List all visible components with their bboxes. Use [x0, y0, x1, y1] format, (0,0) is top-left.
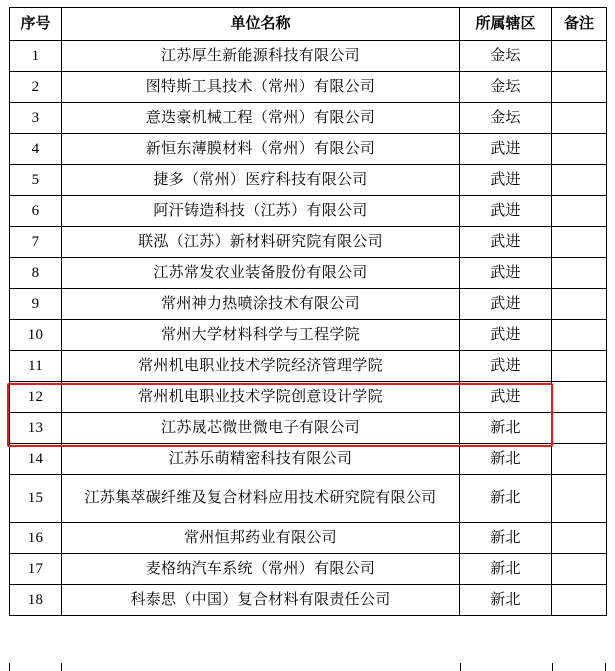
cell-unit-name: 常州机电职业技术学院经济管理学院 [62, 351, 460, 382]
cell-district: 新北 [460, 444, 552, 475]
cell-remark [552, 134, 607, 165]
table-row [10, 382, 607, 413]
table-row [10, 351, 607, 382]
cell-unit-name: 江苏晟芯微世微电子有限公司 [62, 413, 460, 444]
cell-index: 9 [10, 289, 62, 320]
cell-remark [552, 413, 607, 444]
table-header-row [10, 8, 607, 41]
cell-district: 武进 [460, 382, 552, 413]
document-page [0, 7, 615, 671]
cell-remark [552, 523, 607, 554]
cell-unit-name: 联泓（江苏）新材料研究院有限公司 [62, 227, 460, 258]
cell-unit-name: 江苏厚生新能源科技有限公司 [62, 41, 460, 72]
table-row-partial-cutoff [9, 663, 606, 671]
table-row [10, 41, 607, 72]
table-row [10, 196, 607, 227]
cell-index: 12 [10, 382, 62, 413]
cell-unit-name: 阿汗铸造科技（江苏）有限公司 [62, 196, 460, 227]
cell-index: 2 [10, 72, 62, 103]
cell-remark [552, 103, 607, 134]
table-row [10, 320, 607, 351]
cell-index: 3 [10, 103, 62, 134]
cell-remark [552, 351, 607, 382]
cell-remark [552, 196, 607, 227]
cell-unit-name: 常州恒邦药业有限公司 [62, 523, 460, 554]
cell-unit-name: 捷多（常州）医疗科技有限公司 [62, 165, 460, 196]
cell-index: 17 [10, 554, 62, 585]
cell-remark [552, 585, 607, 616]
table-row [10, 475, 607, 523]
cell-unit-name: 科泰思（中国）复合材料有限责任公司 [62, 585, 460, 616]
table-row [10, 227, 607, 258]
cell-index: 18 [10, 585, 62, 616]
header-district: 所属辖区 [460, 8, 552, 41]
cell-unit-name: 麦格纳汽车系统（常州）有限公司 [62, 554, 460, 585]
cell-unit-name: 图特斯工具技术（常州）有限公司 [62, 72, 460, 103]
cell-index: 4 [10, 134, 62, 165]
cell-index: 11 [10, 351, 62, 382]
cell-district: 武进 [460, 320, 552, 351]
cell-unit-name: 常州机电职业技术学院创意设计学院 [62, 382, 460, 413]
cell-index: 6 [10, 196, 62, 227]
cell-remark [552, 554, 607, 585]
cell-district: 新北 [460, 475, 552, 523]
cell-district: 新北 [460, 554, 552, 585]
cell-district: 新北 [460, 523, 552, 554]
cell-index: 15 [10, 475, 62, 523]
cell-index: 5 [10, 165, 62, 196]
cell-unit-name: 江苏常发农业装备股份有限公司 [62, 258, 460, 289]
cell-unit-name: 江苏乐萌精密科技有限公司 [62, 444, 460, 475]
header-unit-name: 单位名称 [62, 8, 460, 41]
table-header [10, 8, 607, 41]
table-row [10, 165, 607, 196]
cell-remark [552, 41, 607, 72]
table-row [10, 554, 607, 585]
table-row [10, 523, 607, 554]
cell-remark [552, 382, 607, 413]
table-row [10, 289, 607, 320]
cell-district: 金坛 [460, 41, 552, 72]
cell-index: 13 [10, 413, 62, 444]
table-row [10, 72, 607, 103]
cell-district: 金坛 [460, 103, 552, 134]
header-index: 序号 [10, 8, 62, 41]
cell-district: 武进 [460, 134, 552, 165]
cell-unit-name: 意迭豪机械工程（常州）有限公司 [62, 103, 460, 134]
cell-remark [552, 227, 607, 258]
cell-district: 新北 [460, 585, 552, 616]
cell-district: 武进 [460, 289, 552, 320]
cell-district: 武进 [460, 227, 552, 258]
cell-remark [552, 72, 607, 103]
units-table [9, 7, 607, 616]
cell-remark [552, 258, 607, 289]
cell-unit-name: 新恒东薄膜材料（常州）有限公司 [62, 134, 460, 165]
table-row [10, 103, 607, 134]
table-row [10, 258, 607, 289]
cell-unit-name: 常州神力热喷涂技术有限公司 [62, 289, 460, 320]
table-row [10, 444, 607, 475]
table-row [10, 134, 607, 165]
cell-index: 16 [10, 523, 62, 554]
header-remark: 备注 [552, 8, 607, 41]
cell-index: 10 [10, 320, 62, 351]
table-body [10, 41, 607, 616]
cell-district: 武进 [460, 196, 552, 227]
cell-unit-name: 江苏集萃碳纤维及复合材料应用技术研究院有限公司 [62, 475, 460, 523]
cell-district: 金坛 [460, 72, 552, 103]
cell-remark [552, 165, 607, 196]
cell-index: 1 [10, 41, 62, 72]
cell-remark [552, 320, 607, 351]
cell-index: 8 [10, 258, 62, 289]
cell-district: 新北 [460, 413, 552, 444]
cell-unit-name: 常州大学材料科学与工程学院 [62, 320, 460, 351]
cell-remark [552, 444, 607, 475]
cell-remark [552, 289, 607, 320]
cell-remark [552, 475, 607, 523]
table-row [10, 413, 607, 444]
table-row [10, 585, 607, 616]
cell-index: 7 [10, 227, 62, 258]
cell-index: 14 [10, 444, 62, 475]
cell-district: 武进 [460, 351, 552, 382]
cell-district: 武进 [460, 165, 552, 196]
cell-district: 武进 [460, 258, 552, 289]
